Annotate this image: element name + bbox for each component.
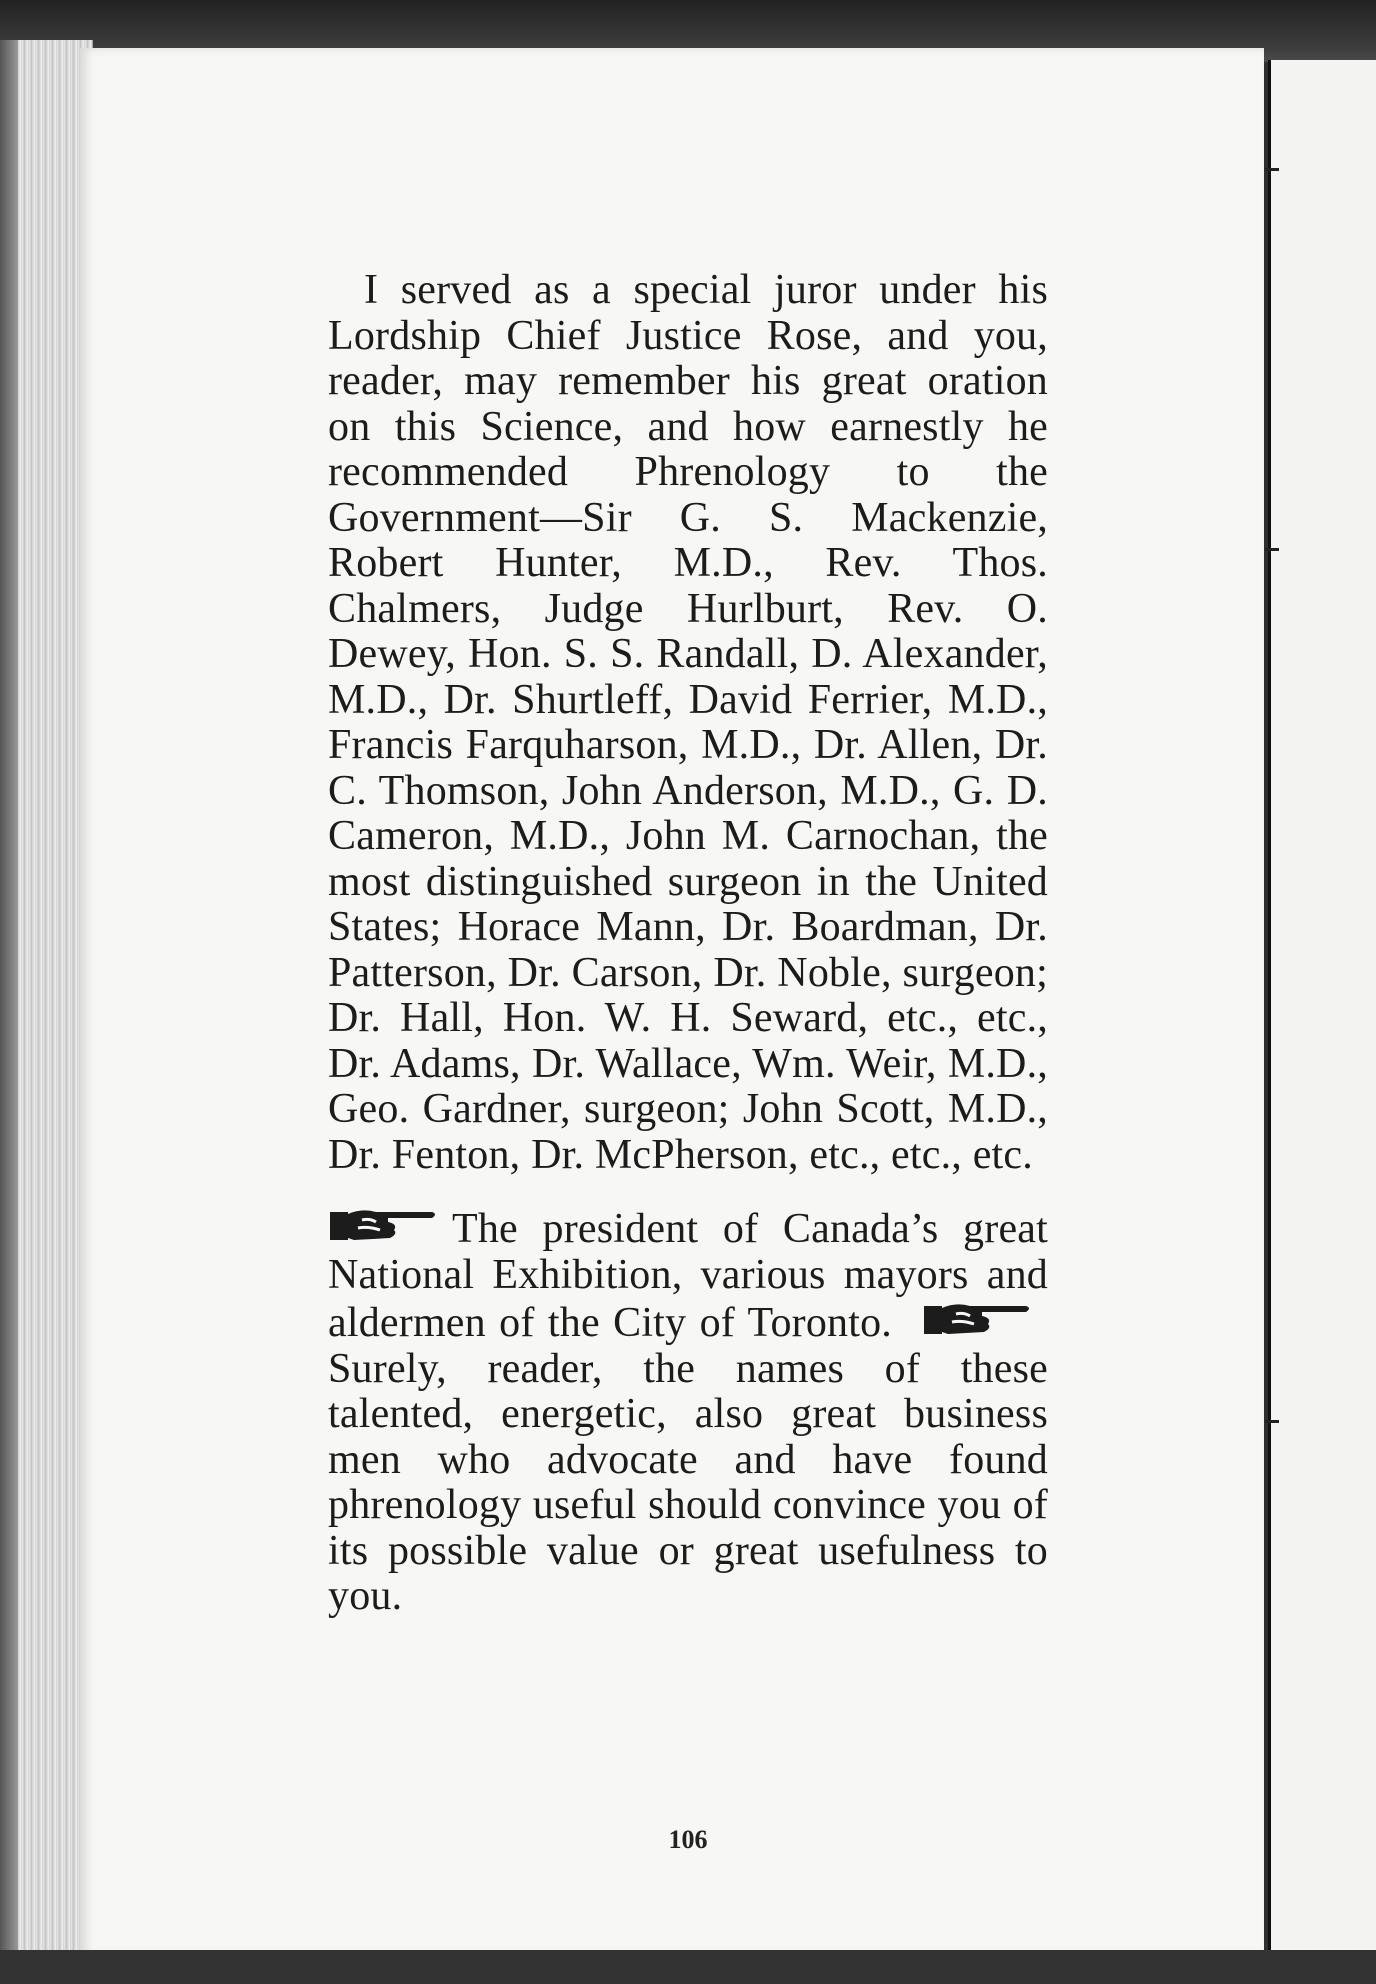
facing-page-mark [1265, 548, 1279, 551]
scan-bottom-border [0, 1950, 1376, 1984]
paragraph-endorsements-conclusion: Surely, reader, the names of these talented, energetic, also great business men who advocate and have found phrenology useful should convince you of its possible value or great usefulness to you. [328, 1345, 1048, 1619]
paragraph-jurors: I served as a special juror under his Lordship Chief Justice Rose, and you, reader, may remember his great oration on this Science, and how earnestly he recommended Phrenology to the Government—Sir G. S. Mackenzie, Robert Hunter, M.D., Rev. Thos. Chalmers, Judge Hurlburt, Rev. O. Dewey, Hon. S. S. Randall, D. Alexander, M.D., Dr. Shurtleff, David Ferrier, M.D., Francis Farquharson, M.D., Dr. Allen, Dr. C. Thomson, John Anderson, M.D., G. D. Cameron, M.D., John M. Carnochan, the most distinguished surgeon in the United States; Horace Mann, Dr. Boardman, Dr. Patterson, Dr. Carson, Dr. Noble, surgeon; Dr. Hall, Hon. W. H. Seward, etc., etc., Dr. Adams, Dr. Wallace, Wm. Weir, M.D., Geo. Gardner, surgeon; John Scott, M.D., Dr. Fenton, Dr. McPherson, etc., etc., etc. [328, 267, 1048, 1178]
paragraph-endorsements [328, 1204, 1048, 1620]
page-number: 106 [668, 1825, 708, 1854]
pointing-hand-icon [922, 1298, 1034, 1338]
body-text [328, 268, 1048, 1620]
facing-page-mark [1265, 1420, 1279, 1423]
facing-page-edge [1268, 60, 1376, 1950]
pointing-hand-icon [328, 1204, 440, 1244]
paragraph-endorsements-lead: The president of Canada’s great National Exhibition, various mayors and aldermen of the City of Toronto. [328, 1206, 1048, 1346]
facing-page-mark [1265, 168, 1279, 171]
